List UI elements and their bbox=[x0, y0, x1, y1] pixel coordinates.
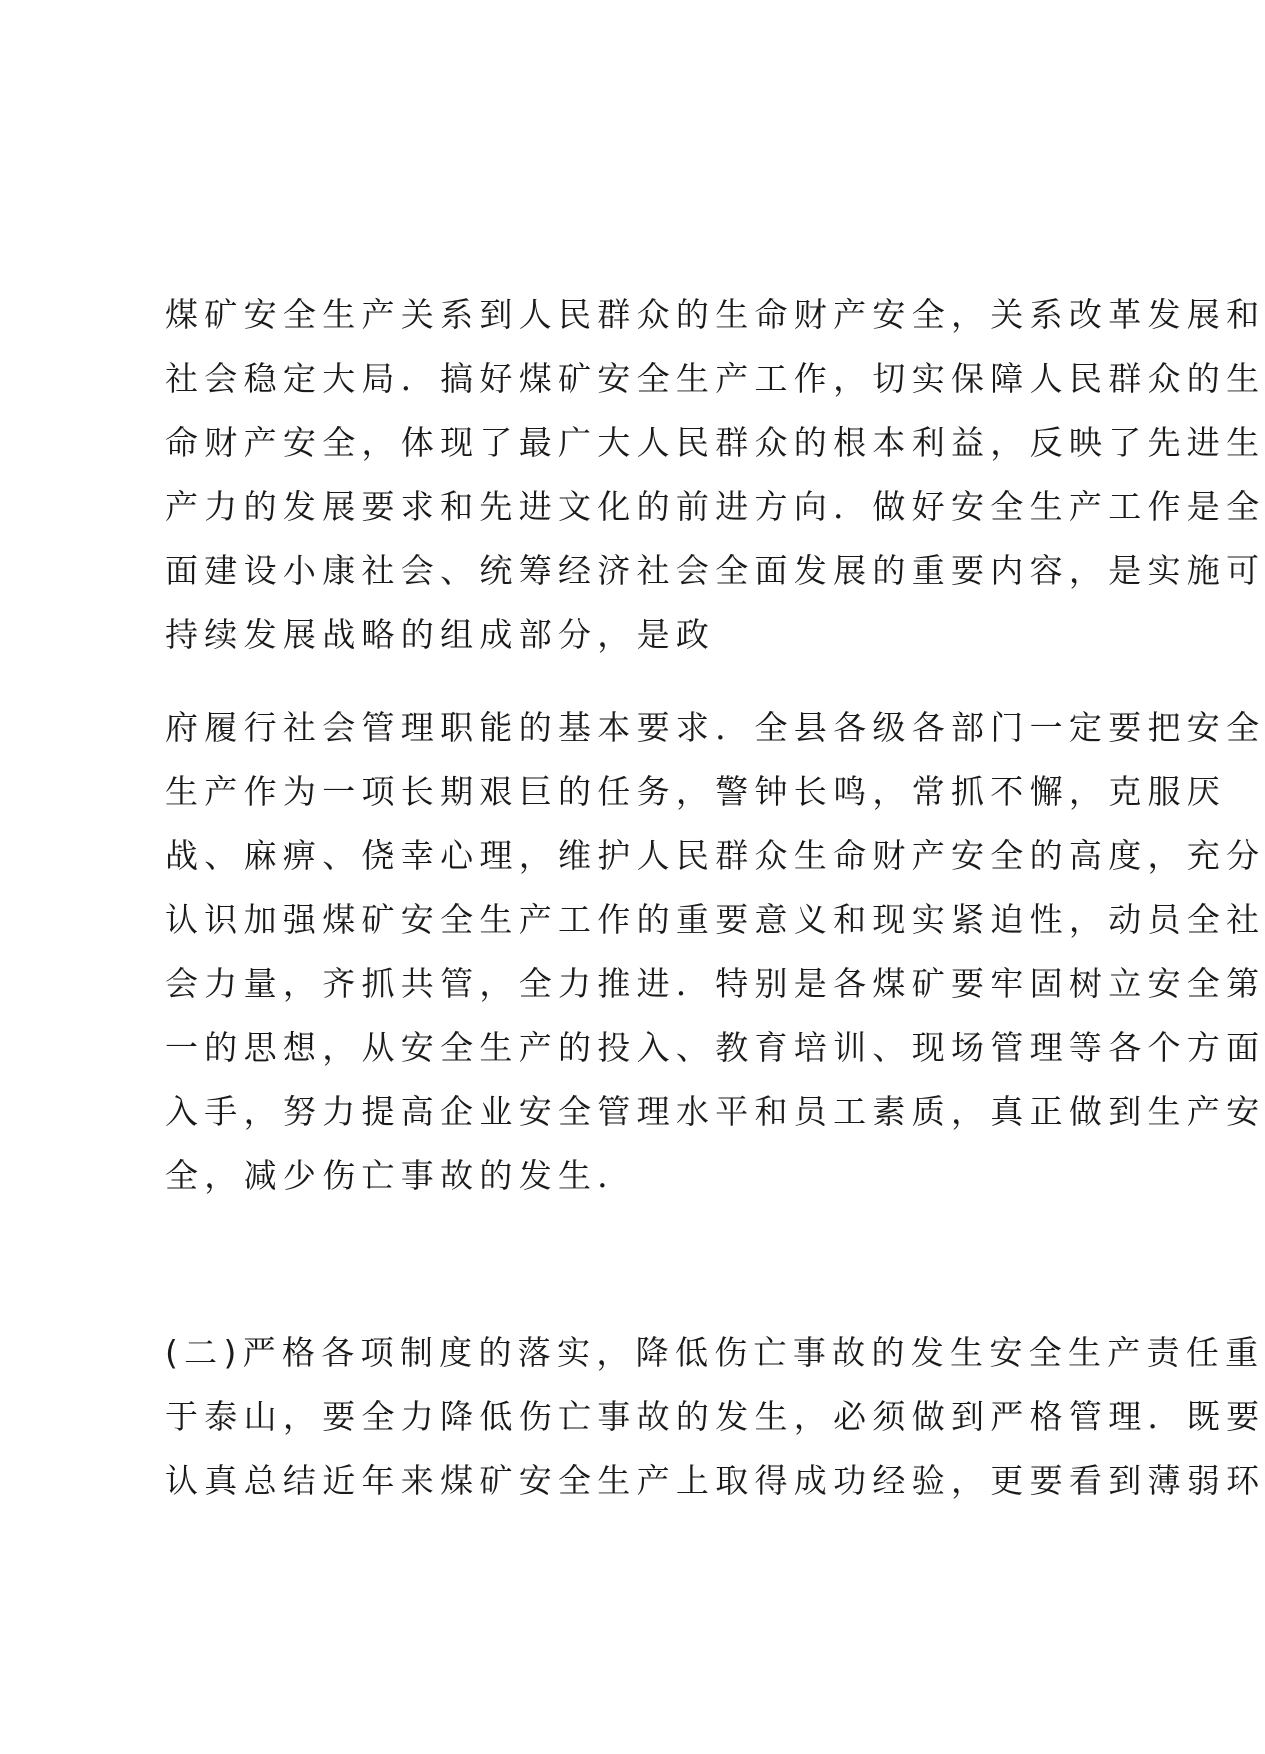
text-line: 全，减少伤亡事故的发生． bbox=[165, 1156, 637, 1195]
text-line: 持续发展战略的组成部分，是政 bbox=[165, 615, 716, 654]
text-line: 产力的发展要求和先进文化的前进方向．做好安全生产工作是全 bbox=[165, 487, 1265, 526]
paragraph-3 bbox=[165, 1321, 1265, 1513]
text-line: 会力量，齐抓共管，全力推进．特别是各煤矿要牢固树立安全第 bbox=[165, 964, 1265, 1003]
text-line: 府履行社会管理职能的基本要求．全县各级各部门一定要把安全 bbox=[165, 708, 1265, 747]
text-line: 煤矿安全生产关系到人民群众的生命财产安全，关系改革发展和 bbox=[165, 295, 1265, 334]
text-line: 战、麻痹、侥幸心理，维护人民群众生命财产安全的高度，充分 bbox=[165, 836, 1265, 875]
text-line: (二)严格各项制度的落实，降低伤亡事故的发生安全生产责任重 bbox=[165, 1333, 1265, 1372]
text-line: 面建设小康社会、统筹经济社会全面发展的重要内容，是实施可 bbox=[165, 551, 1265, 590]
text-line: 命财产安全，体现了最广大人民群众的根本利益，反映了先进生 bbox=[165, 423, 1265, 462]
paragraph-1 bbox=[165, 283, 1265, 667]
text-line: 于泰山，要全力降低伤亡事故的发生，必须做到严格管理．既要 bbox=[165, 1397, 1265, 1436]
text-line: 认真总结近年来煤矿安全生产上取得成功经验，更要看到薄弱环 bbox=[165, 1461, 1265, 1500]
text-line: 认识加强煤矿安全生产工作的重要意义和现实紧迫性，动员全社 bbox=[165, 900, 1265, 939]
paragraph-2 bbox=[165, 696, 1265, 1208]
text-line: 入手，努力提高企业安全管理水平和员工素质，真正做到生产安 bbox=[165, 1092, 1265, 1131]
text-line: 生产作为一项长期艰巨的任务，警钟长鸣，常抓不懈，克服厌 bbox=[165, 772, 1227, 811]
text-line: 一的思想，从安全生产的投入、教育培训、现场管理等各个方面 bbox=[165, 1028, 1265, 1067]
text-line: 社会稳定大局．搞好煤矿安全生产工作，切实保障人民群众的生 bbox=[165, 359, 1265, 398]
